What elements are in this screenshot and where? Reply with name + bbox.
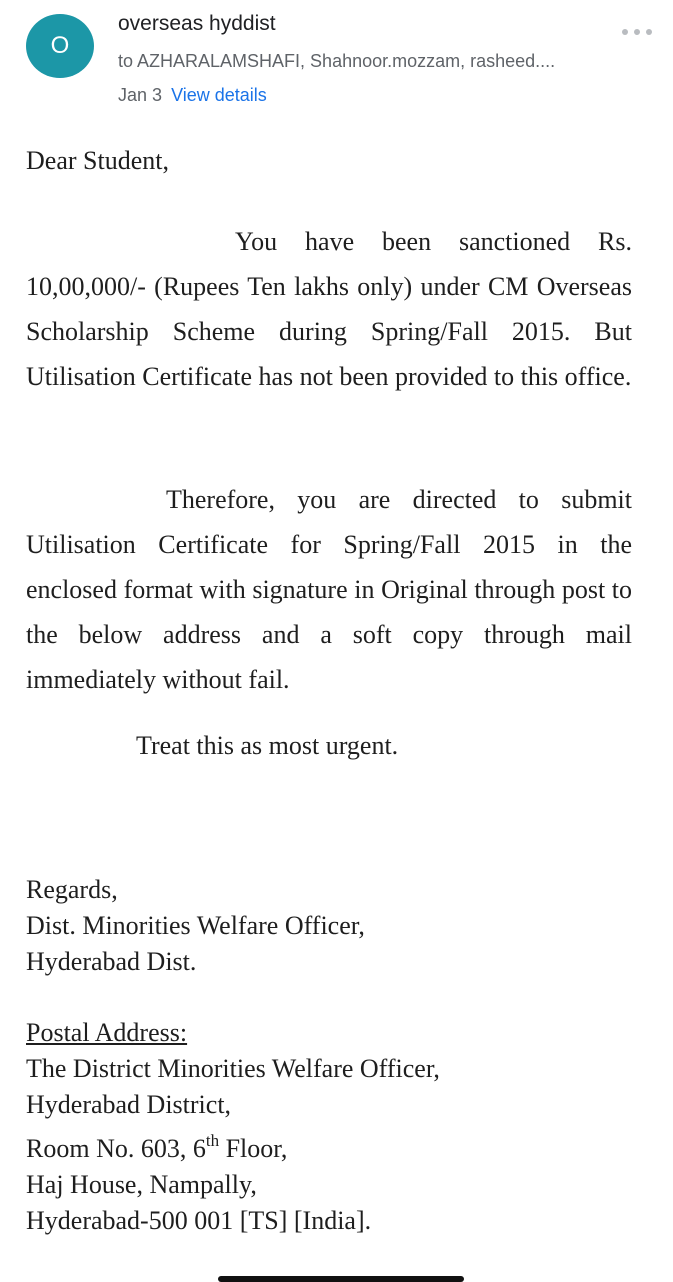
room-text: Room No. 603, 6 <box>26 1134 206 1163</box>
address-line-room <box>26 1123 632 1167</box>
more-dot <box>622 29 628 35</box>
more-dot <box>634 29 640 35</box>
address-line: The District Minorities Welfare Officer, <box>26 1054 440 1083</box>
address-line: Hyderabad District, <box>26 1090 232 1119</box>
salutation: Dear Student, <box>26 146 169 175</box>
floor-text: Floor, <box>219 1134 288 1163</box>
more-dot <box>646 29 652 35</box>
paragraph-sanction: You have been sanctioned Rs. 10,00,000/- (Rupees Ten lakhs only) under CM Overseas Scholarship Scheme during Spring/Fall 2015. But Utilisation Certificate has not been provided to this office. <box>26 227 632 391</box>
postal-heading: Postal Address: <box>26 1018 188 1047</box>
address-line: Haj House, Nampally, <box>26 1170 257 1199</box>
closing-line: Hyderabad Dist. <box>26 947 197 976</box>
email-meta <box>118 85 267 106</box>
paragraph-directive: Therefore, you are directed to submit Utilisation Certificate for Spring/Fall 2015 in the enclosed format with signature in Original through post to the below address and a soft copy through mail immediately without fail. <box>26 485 632 694</box>
closing-signature <box>26 872 632 980</box>
address-line: Hyderabad-500 001 [TS] [India]. <box>26 1206 372 1235</box>
view-details-link[interactable]: View details <box>171 85 267 105</box>
more-horizontal-icon[interactable] <box>622 24 652 40</box>
postal-address <box>26 1015 632 1239</box>
closing-line: Regards, <box>26 875 118 904</box>
ordinal-suffix: th <box>205 1131 220 1150</box>
email-header <box>0 0 673 120</box>
sender-name[interactable]: overseas hyddist <box>118 12 276 35</box>
email-date: Jan 3 <box>118 85 163 105</box>
sender-avatar[interactable]: O <box>26 14 94 78</box>
urgent-note: Treat this as most urgent. <box>136 731 399 760</box>
recipients-line[interactable]: to AZHARALAMSHAFI, Shahnoor.mozzam, rasheed.... <box>118 51 556 71</box>
closing-line: Dist. Minorities Welfare Officer, <box>26 911 365 940</box>
home-indicator[interactable] <box>218 1276 464 1282</box>
